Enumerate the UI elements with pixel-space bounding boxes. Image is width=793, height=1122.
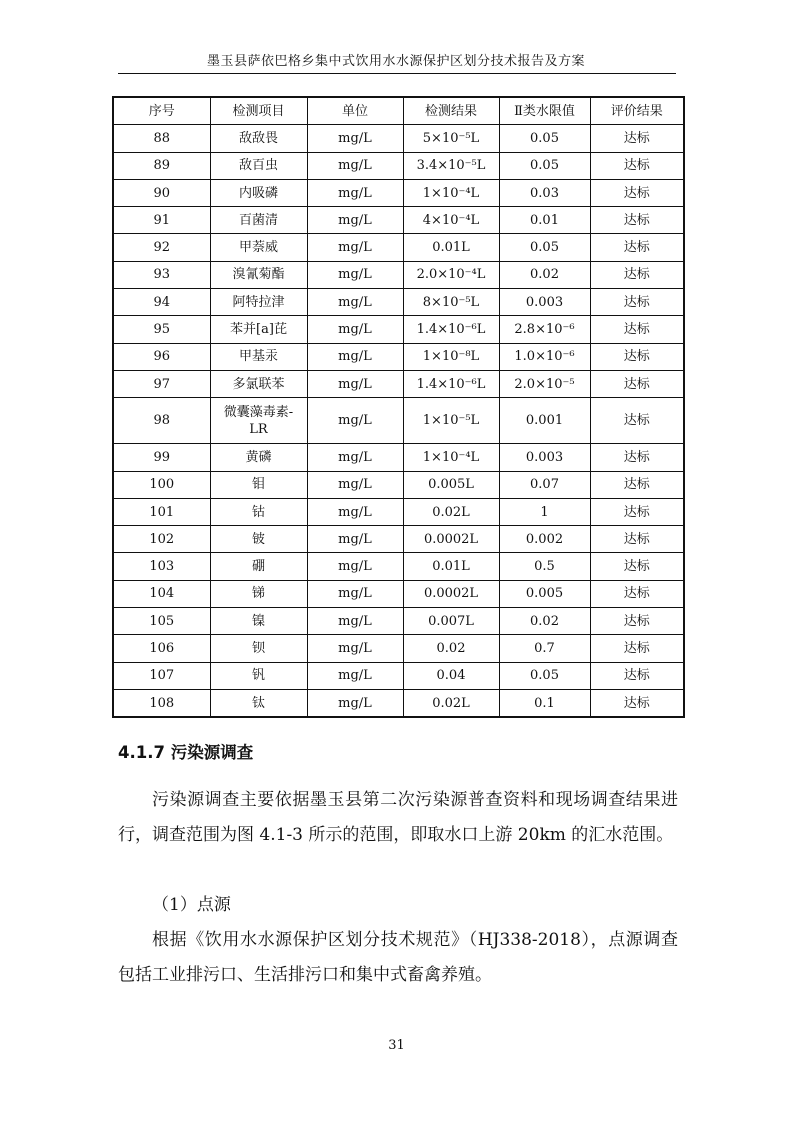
cell-serial: 107 [113,662,210,689]
cell-result: 4×10⁻⁴L [403,207,499,234]
cell-unit: mg/L [307,553,403,580]
cell-test-item: 微囊藻毒素-LR [210,398,307,444]
cell-result: 3.4×10⁻⁵L [403,152,499,179]
cell-serial: 94 [113,289,210,316]
cell-serial: 96 [113,343,210,370]
cell-unit: mg/L [307,398,403,444]
cell-serial: 93 [113,261,210,288]
cell-serial: 104 [113,580,210,607]
cell-test-item: 钡 [210,635,307,662]
table-row [113,398,684,444]
cell-test-item: 多氯联苯 [210,370,307,397]
cell-result: 1.4×10⁻⁶L [403,370,499,397]
cell-unit: mg/L [307,370,403,397]
cell-result: 1×10⁻⁴L [403,444,499,471]
section-title: 4.1.7 污染源调查 [118,743,254,762]
cell-serial: 90 [113,179,210,206]
cell-unit: mg/L [307,289,403,316]
paragraph-survey-scope [118,783,678,853]
cell-evaluation: 达标 [590,553,684,580]
table-row [113,152,684,179]
table-row [113,635,684,662]
cell-serial: 103 [113,553,210,580]
cell-unit: mg/L [307,179,403,206]
cell-test-item: 钼 [210,471,307,498]
cell-result: 0.005L [403,471,499,498]
cell-unit: mg/L [307,343,403,370]
cell-unit: mg/L [307,526,403,553]
table-row [113,207,684,234]
cell-serial: 99 [113,444,210,471]
cell-evaluation: 达标 [590,526,684,553]
cell-unit: mg/L [307,498,403,525]
cell-unit: mg/L [307,234,403,261]
table-row [113,553,684,580]
table-row [113,608,684,635]
cell-test-item: 甲基汞 [210,343,307,370]
table-row [113,179,684,206]
cell-result: 0.02 [403,635,499,662]
cell-result: 1×10⁻⁴L [403,179,499,206]
cell-result: 0.0002L [403,580,499,607]
cell-evaluation: 达标 [590,498,684,525]
cell-test-item: 铍 [210,526,307,553]
cell-unit: mg/L [307,635,403,662]
paragraph-point-source-heading: （1）点源 [152,895,231,915]
cell-limit: 0.001 [499,398,590,444]
cell-limit: 1 [499,498,590,525]
cell-evaluation: 达标 [590,635,684,662]
cell-serial: 106 [113,635,210,662]
cell-limit: 0.002 [499,526,590,553]
table-row [113,471,684,498]
cell-test-item: 锑 [210,580,307,607]
cell-unit: mg/L [307,608,403,635]
cell-test-item: 甲萘威 [210,234,307,261]
cell-limit: 2.8×10⁻⁶ [499,316,590,343]
cell-result: 5×10⁻⁵L [403,125,499,152]
header-result: 检测结果 [403,97,499,125]
cell-evaluation: 达标 [590,370,684,397]
table-row [113,580,684,607]
cell-unit: mg/L [307,207,403,234]
cell-limit: 0.5 [499,553,590,580]
cell-limit: 0.7 [499,635,590,662]
table-row [113,343,684,370]
cell-unit: mg/L [307,152,403,179]
cell-test-item: 黄磷 [210,444,307,471]
cell-limit: 0.07 [499,471,590,498]
cell-result: 0.01L [403,234,499,261]
cell-serial: 89 [113,152,210,179]
cell-serial: 91 [113,207,210,234]
cell-unit: mg/L [307,444,403,471]
cell-limit: 0.1 [499,689,590,717]
cell-evaluation: 达标 [590,689,684,717]
cell-evaluation: 达标 [590,207,684,234]
cell-test-item: 内吸磷 [210,179,307,206]
cell-serial: 92 [113,234,210,261]
table-row [113,234,684,261]
cell-serial: 108 [113,689,210,717]
cell-test-item: 百菌清 [210,207,307,234]
table-body [113,125,684,717]
cell-result: 0.01L [403,553,499,580]
cell-test-item: 钴 [210,498,307,525]
cell-serial: 98 [113,398,210,444]
cell-limit: 0.02 [499,261,590,288]
cell-limit: 0.05 [499,234,590,261]
cell-serial: 95 [113,316,210,343]
cell-test-item: 溴氰菊酯 [210,261,307,288]
cell-test-item: 敌敌畏 [210,125,307,152]
cell-result: 1×10⁻⁵L [403,398,499,444]
cell-result: 0.04 [403,662,499,689]
table-row [113,662,684,689]
header-limit: Ⅱ类水限值 [499,97,590,125]
paragraph-text: 污染源调查主要依据墨玉县第二次污染源普查资料和现场调查结果进行，调查范围为图 4.1-3 所示的范围，即取水口上游 20km 的汇水范围。 [118,790,678,845]
cell-result: 8×10⁻⁵L [403,289,499,316]
cell-serial: 105 [113,608,210,635]
cell-evaluation: 达标 [590,471,684,498]
cell-limit: 0.01 [499,207,590,234]
cell-limit: 1.0×10⁻⁶ [499,343,590,370]
cell-unit: mg/L [307,662,403,689]
cell-serial: 102 [113,526,210,553]
cell-evaluation: 达标 [590,289,684,316]
cell-unit: mg/L [307,316,403,343]
cell-limit: 0.003 [499,444,590,471]
cell-limit: 0.05 [499,662,590,689]
table-row [113,261,684,288]
header-test-item: 检测项目 [210,97,307,125]
cell-limit: 0.05 [499,152,590,179]
cell-evaluation: 达标 [590,261,684,288]
cell-limit: 2.0×10⁻⁵ [499,370,590,397]
cell-test-item: 钒 [210,662,307,689]
cell-unit: mg/L [307,471,403,498]
cell-evaluation: 达标 [590,398,684,444]
header-serial: 序号 [113,97,210,125]
cell-serial: 97 [113,370,210,397]
table-row [113,370,684,397]
table-row [113,444,684,471]
table-row [113,125,684,152]
cell-evaluation: 达标 [590,234,684,261]
cell-evaluation: 达标 [590,316,684,343]
cell-test-item: 硼 [210,553,307,580]
cell-test-item: 苯并[a]芘 [210,316,307,343]
paragraph-text: 根据《饮用水水源保护区划分技术规范》（HJ338-2018），点源调查包括工业排污口、生活排污口和集中式畜禽养殖。 [118,930,678,985]
cell-test-item: 钛 [210,689,307,717]
cell-limit: 0.005 [499,580,590,607]
cell-result: 0.0002L [403,526,499,553]
cell-result: 0.007L [403,608,499,635]
cell-limit: 0.05 [499,125,590,152]
cell-evaluation: 达标 [590,125,684,152]
cell-unit: mg/L [307,689,403,717]
header-evaluation: 评价结果 [590,97,684,125]
table-row [113,526,684,553]
cell-evaluation: 达标 [590,662,684,689]
cell-test-item: 阿特拉津 [210,289,307,316]
cell-test-item: 敌百虫 [210,152,307,179]
cell-evaluation: 达标 [590,179,684,206]
cell-result: 2.0×10⁻⁴L [403,261,499,288]
cell-result: 0.02L [403,689,499,717]
table-row [113,689,684,717]
cell-unit: mg/L [307,580,403,607]
cell-result: 1.4×10⁻⁶L [403,316,499,343]
page-header: 墨玉县萨依巴格乡集中式饮用水水源保护区划分技术报告及方案 [206,54,585,69]
cell-unit: mg/L [307,125,403,152]
header-divider [118,73,676,74]
cell-limit: 0.03 [499,179,590,206]
water-quality-table [112,96,685,718]
cell-test-item: 镍 [210,608,307,635]
cell-unit: mg/L [307,261,403,288]
cell-result: 0.02L [403,498,499,525]
cell-serial: 101 [113,498,210,525]
cell-evaluation: 达标 [590,444,684,471]
cell-evaluation: 达标 [590,608,684,635]
table-row [113,498,684,525]
header-unit: 单位 [307,97,403,125]
paragraph-point-source-text [118,923,678,993]
cell-limit: 0.02 [499,608,590,635]
page-number: 31 [388,1038,405,1053]
cell-limit: 0.003 [499,289,590,316]
table-row [113,289,684,316]
cell-serial: 88 [113,125,210,152]
table-row [113,316,684,343]
cell-serial: 100 [113,471,210,498]
cell-result: 1×10⁻⁸L [403,343,499,370]
cell-evaluation: 达标 [590,152,684,179]
cell-evaluation: 达标 [590,343,684,370]
cell-evaluation: 达标 [590,580,684,607]
table-header-row [113,97,684,125]
